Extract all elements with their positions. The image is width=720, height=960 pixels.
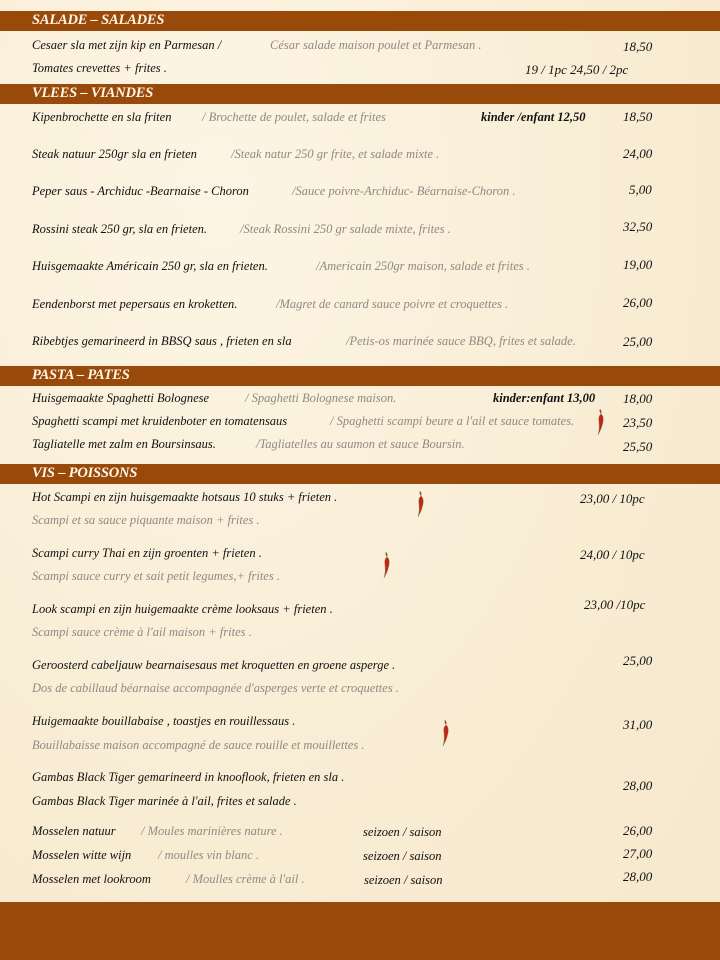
chili-pepper-icon [441, 719, 451, 747]
item-price: 28,00 [623, 869, 653, 884]
item-name-nl: Spaghetti scampi met kruidenboter en tomatensaus [32, 414, 288, 428]
item-name-fr: / Moules marinières nature . [141, 824, 283, 838]
item-price: 23,00 / 10pc [580, 491, 645, 506]
item-name-fr: /Magret de canard sauce poivre et croquettes . [276, 297, 509, 311]
item-name-nl: Gambas Black Tiger gemarineerd in knooflook, frieten en sla . [32, 770, 345, 784]
item-name-fr: Scampi sauce curry et sait petit legumes,+ frites . [32, 569, 280, 583]
item-price: 24,00 [623, 146, 653, 161]
item-price: 23,50 [623, 415, 653, 430]
item-name-nl: Tomates crevettes + frites . [32, 61, 167, 75]
item-name-fr: /Sauce poivre-Archiduc- Béarnaise-Choron . [292, 184, 516, 198]
section-header-pates [0, 366, 720, 386]
item-price: 5,00 [629, 182, 652, 197]
item-name-fr: / Spaghetti Bolognese maison. [245, 391, 397, 405]
item-name-fr: /Petis-os marinée sauce BBQ, frites et salade. [346, 334, 576, 348]
item-name-nl: Mosselen witte wijn [32, 848, 132, 862]
item-price: 26,00 [623, 823, 653, 838]
item-name-nl: Geroosterd cabeljauw bearnaisesaus met kroquetten en groene asperge . [32, 658, 396, 672]
section-header-salades [0, 11, 720, 31]
item-price: 24,00 / 10pc [580, 547, 645, 562]
chili-pepper-icon [416, 490, 426, 518]
item-name-fr: /Steak natur 250 gr frite, et salade mixte . [231, 147, 440, 161]
item-name-nl: Tagliatelle met zalm en Boursinsaus. [32, 437, 216, 451]
item-price: 27,00 [623, 846, 653, 861]
item-name-nl: Ribebtjes gemarineerd in BBSQ saus , frieten en sla [32, 334, 292, 348]
item-price: 28,00 [623, 778, 653, 793]
kids-price: kinder:enfant 13,00 [493, 391, 596, 405]
item-name-nl: Huisgemaakte Spaghetti Bolognese [32, 391, 210, 405]
kids-price: kinder /enfant 12,50 [481, 110, 586, 124]
item-name-fr: Dos de cabillaud béarnaise accompagnée d'asperges verte et croquettes . [32, 681, 399, 695]
item-name-nl: Huigemaakte bouillabaise , toastjes en rouillessaus . [32, 714, 296, 728]
item-name-fr: /Tagliatelles au saumon et sauce Boursin. [256, 437, 465, 451]
item-name-fr: / Brochette de poulet, salade et frites [202, 110, 386, 124]
item-price: 18,50 [623, 109, 653, 124]
section-title: VIS – POISSONS [32, 465, 138, 481]
item-name-nl: Peper saus - Archiduc -Bearnaise - Choron [32, 184, 249, 198]
item-name-nl: Mosselen natuur [32, 824, 116, 838]
item-name-fr: Scampi et sa sauce piquante maison + frites . [32, 513, 260, 527]
item-name-fr: / moulles vin blanc . [158, 848, 260, 862]
item-price: 19 / 1pc 24,50 / 2pc [525, 62, 629, 77]
item-name-nl: Steak natuur 250gr sla en frieten [32, 147, 197, 161]
item-name-fr: / Moulles crème à l'ail . [186, 872, 305, 886]
section-title: VLEES – VIANDES [32, 85, 154, 101]
item-name-nl: Kipenbrochette en sla friten [32, 110, 172, 124]
item-name-fr: César salade maison poulet et Parmesan . [270, 38, 482, 52]
item-price: 18,00 [623, 391, 653, 406]
season-note: seizoen / saison [363, 825, 442, 839]
item-name-fr: Gambas Black Tiger marinée à l'ail, frites et salade . [32, 794, 297, 808]
section-header-viandes [0, 84, 720, 104]
item-name-nl: Scampi curry Thai en zijn groenten + frieten . [32, 546, 262, 560]
chili-pepper-icon [382, 551, 392, 579]
chili-pepper-icon [596, 408, 606, 436]
section-title: SALADE – SALADES [32, 12, 165, 28]
item-name-nl: Rossini steak 250 gr, sla en frieten. [32, 222, 207, 236]
item-name-nl: Huisgemaakte Américain 250 gr, sla en frieten. [32, 259, 268, 273]
item-price: 18,50 [623, 39, 653, 54]
item-name-fr: /Steak Rossini 250 gr salade mixte, frites . [240, 222, 451, 236]
item-price: 31,00 [623, 717, 653, 732]
item-name-nl: Eendenborst met pepersaus en kroketten. [32, 297, 238, 311]
item-name-fr: / Spaghetti scampi beure a l'ail et sauce tomates. [330, 414, 575, 428]
item-price: 25,50 [623, 439, 653, 454]
item-price: 32,50 [623, 219, 653, 234]
item-name-nl: Hot Scampi en zijn huisgemaakte hotsaus 10 stuks + frieten . [32, 490, 338, 504]
item-price: 19,00 [623, 257, 653, 272]
season-note: seizoen / saison [363, 849, 442, 863]
item-name-nl: Mosselen met lookroom [32, 872, 151, 886]
footer-bar [0, 902, 720, 960]
item-name-nl: Cesaer sla met zijn kip en Parmesan / [32, 38, 222, 52]
item-price: 23,00 /10pc [584, 597, 646, 612]
item-price: 25,00 [623, 334, 653, 349]
item-name-fr: Bouillabaisse maison accompagné de sauce rouille et mouillettes . [32, 738, 365, 752]
item-price: 25,00 [623, 653, 653, 668]
item-price: 26,00 [623, 295, 653, 310]
item-name-fr: Scampi sauce crème à l'ail maison + frites . [32, 625, 252, 639]
section-header-poissons [0, 464, 720, 484]
item-name-nl: Look scampi en zijn huigemaakte crème looksaus + frieten . [32, 602, 333, 616]
section-title: PASTA – PATES [32, 367, 130, 383]
item-name-fr: /Americain 250gr maison, salade et frites . [316, 259, 530, 273]
season-note: seizoen / saison [364, 873, 443, 887]
